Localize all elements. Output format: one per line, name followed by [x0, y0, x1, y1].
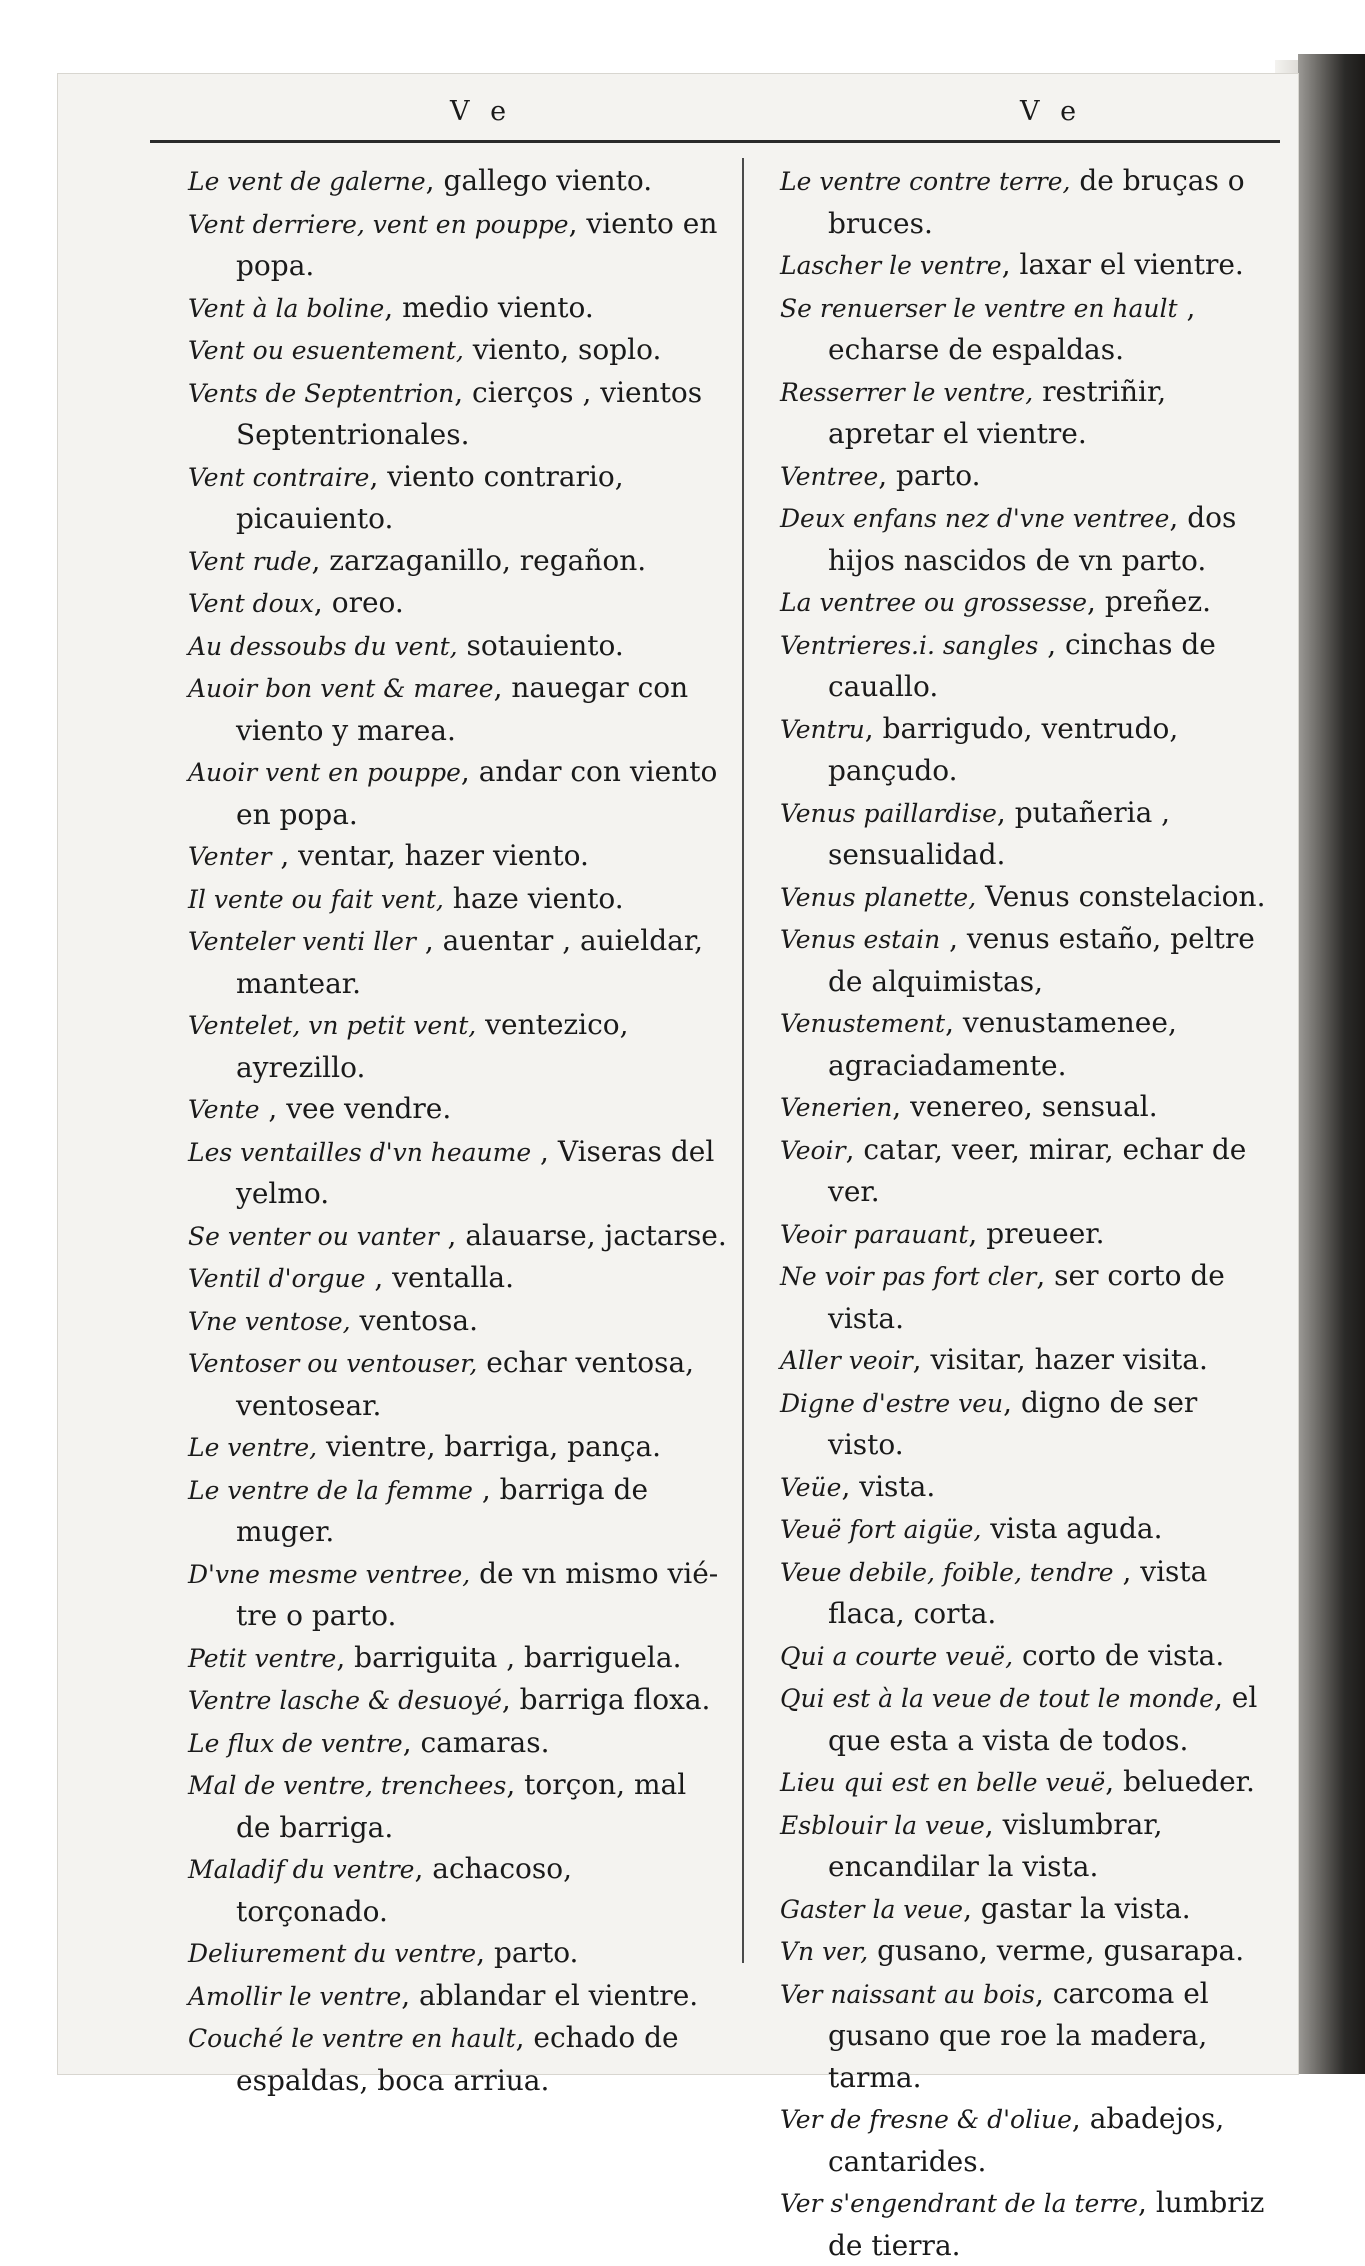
entry-gloss: , alauarse, jactarse.	[438, 1218, 727, 1252]
entry-gloss: , barrigudo, ventrudo, pançudo.	[828, 711, 1179, 787]
entry-gloss: , preñez.	[1087, 585, 1211, 618]
entry-gloss: , venustamenee, agraciadamente.	[828, 1006, 1177, 1082]
entry-gloss: , ventar, hazer viento.	[271, 839, 589, 872]
entry-headword: Venus paillardise	[780, 798, 997, 828]
entry-headword: Deux enfans nez d'vne ventree	[780, 504, 1170, 533]
dictionary-entry	[780, 1930, 1280, 1973]
entry-gloss: , carcoma el gusano que roe la madera, tarma.	[828, 1976, 1209, 2094]
entry-headword: Vne ventose,	[188, 1306, 351, 1336]
entry-headword: Venter	[188, 842, 272, 871]
entry-headword: Vent derriere, vent en pouppe	[188, 209, 569, 239]
dictionary-entry	[188, 1722, 728, 1765]
entry-headword: La ventree ou grossesse	[780, 588, 1088, 617]
entry-gloss: , laxar el vientre.	[1001, 248, 1244, 281]
dictionary-entry	[780, 2098, 1280, 2182]
entry-headword: Au dessoubs du vent,	[188, 631, 458, 661]
entry-gloss: , cierços , vientos Septentrionales.	[236, 375, 703, 451]
right-column	[780, 160, 1280, 2266]
dictionary-entry	[188, 1679, 728, 1722]
entry-headword: Qui est à la veue de tout le monde	[780, 1684, 1214, 1713]
dictionary-entry	[188, 2017, 728, 2101]
entry-headword: Ventre lasche & desuoyé	[188, 1686, 502, 1715]
dictionary-entry	[188, 1342, 728, 1426]
dictionary-entry	[780, 1086, 1280, 1129]
dictionary-entry	[188, 203, 728, 287]
dictionary-entry	[780, 1888, 1280, 1931]
entry-headword: Ventil d'orgue	[188, 1264, 366, 1293]
dictionary-entry	[780, 1129, 1280, 1213]
dictionary-entry	[188, 1426, 728, 1469]
entry-gloss: vista aguda.	[981, 1512, 1163, 1545]
entry-gloss: vientre, barriga, pança.	[317, 1430, 662, 1463]
entry-headword: Vent ou esuentement,	[188, 336, 464, 365]
dictionary-entry	[780, 1382, 1280, 1466]
dictionary-entry	[780, 1339, 1280, 1382]
entry-headword: Le ventre,	[188, 1433, 318, 1462]
entry-headword: Veüe	[780, 1472, 842, 1502]
dictionary-entry	[188, 329, 728, 372]
entry-gloss: , achacoso, torçonado.	[236, 1852, 573, 1928]
entry-headword: Gaster la veue	[780, 1894, 964, 1924]
entry-gloss: , echarse de espaldas.	[828, 290, 1196, 366]
entry-gloss: , digno de ser visto.	[828, 1385, 1198, 1461]
entry-gloss: Venus constelacion.	[976, 879, 1266, 913]
entry-gloss: , visitar, hazer visita.	[912, 1343, 1208, 1376]
dictionary-entry	[188, 456, 728, 540]
running-head-left: V e	[450, 96, 513, 127]
dictionary-entry	[780, 708, 1280, 792]
entry-headword: Le flux de ventre	[188, 1728, 403, 1758]
entry-gloss: , vista flaca, corta.	[828, 1554, 1208, 1630]
dictionary-entry	[780, 1466, 1280, 1509]
entry-headword: Veuë fort aigüe,	[780, 1515, 982, 1544]
dictionary-entry	[188, 1932, 728, 1975]
entry-headword: Lascher le ventre	[780, 251, 1002, 280]
entry-gloss: restriñir, apretar el vientre.	[828, 374, 1167, 450]
entry-gloss: , ser corto de vista.	[828, 1259, 1225, 1335]
entry-gloss: , Viseras del yelmo.	[236, 1134, 715, 1210]
entry-headword: Il vente ou fait vent,	[188, 884, 444, 914]
dictionary-entry	[780, 792, 1280, 876]
entry-headword: Venus estain	[780, 925, 941, 954]
entry-headword: Se venter ou vanter	[188, 1221, 439, 1251]
dictionary-entry	[188, 1764, 728, 1848]
entry-gloss: , vee vendre.	[259, 1092, 452, 1125]
entry-gloss: , gastar la vista.	[963, 1891, 1191, 1925]
dictionary-entry	[188, 372, 728, 456]
dictionary-entry	[780, 1973, 1280, 2099]
entry-gloss: , cinchas de cauallo.	[828, 627, 1216, 703]
entry-headword: Vent à la boline	[188, 293, 385, 323]
entry-headword: Couché le ventre en hault	[188, 2024, 516, 2053]
entry-headword: Veoir	[780, 1135, 846, 1165]
entry-headword: Auoir vent en pouppe	[188, 758, 461, 787]
entry-headword: Venus planette,	[780, 882, 977, 912]
dictionary-entry	[188, 1553, 728, 1637]
entry-headword: D'vne mesme ventree,	[188, 1559, 471, 1589]
dictionary-entry	[780, 624, 1280, 708]
dictionary-entry	[188, 1215, 728, 1258]
dictionary-entry	[188, 1257, 728, 1300]
entry-headword: Digne d'estre veu	[780, 1388, 1004, 1418]
dictionary-entry	[780, 160, 1280, 244]
entry-headword: Vn ver,	[780, 1937, 869, 1966]
entry-headword: Les ventailles d'vn heaume	[188, 1137, 532, 1167]
dictionary-entry	[780, 581, 1280, 624]
entry-gloss: , vislumbrar, encandilar la vista.	[828, 1807, 1163, 1883]
entry-gloss: , catar, veer, mirar, echar de ver.	[828, 1132, 1247, 1208]
dictionary-entry	[780, 1255, 1280, 1339]
dictionary-entry	[188, 160, 728, 203]
entry-gloss: , medio viento.	[384, 290, 594, 324]
entry-gloss: , barriguita , barriguela.	[336, 1640, 682, 1674]
entry-headword: Auoir bon vent & maree	[188, 674, 494, 703]
entry-gloss: , lumbriz de tierra.	[828, 2186, 1265, 2262]
entry-headword: Aller veoir	[780, 1346, 913, 1375]
entry-headword: Ventree	[780, 461, 879, 491]
entry-gloss: , viento contrario, picauiento.	[236, 459, 624, 535]
entry-gloss: de vn mismo vié-tre o parto.	[236, 1556, 719, 1632]
entry-gloss: , venus estaño, peltre de alquimistas,	[828, 922, 1255, 998]
entry-headword: Ventrieres.i. sangles	[780, 630, 1039, 660]
entry-gloss: , dos hijos nascidos de vn parto.	[828, 501, 1237, 577]
entry-gloss: , echado de espaldas, boca arriua.	[236, 2021, 679, 2097]
entry-gloss: , barriga de muger.	[236, 1472, 649, 1548]
dictionary-entry	[780, 1677, 1280, 1761]
entry-gloss: , vista.	[841, 1469, 936, 1503]
entry-headword: Petit ventre	[188, 1643, 337, 1673]
dictionary-entry	[188, 582, 728, 625]
entry-gloss: , ablandar el vientre.	[401, 1978, 699, 2012]
header-rule	[150, 140, 1280, 143]
entry-gloss: gusano, verme, gusarapa.	[868, 1934, 1245, 1967]
entry-gloss: , belueder.	[1105, 1765, 1255, 1798]
dictionary-entry	[780, 876, 1280, 919]
entry-gloss: ventosa.	[350, 1303, 478, 1337]
dictionary-entry	[188, 878, 728, 921]
entry-headword: Venustement	[780, 1009, 946, 1038]
entry-headword: Vents de Septentrion	[188, 378, 455, 408]
entry-headword: Deliurement du ventre	[188, 1939, 477, 1968]
dictionary-entry	[188, 540, 728, 583]
entry-headword: Esblouir la veue	[780, 1810, 985, 1840]
entry-headword: Le vent de galerne	[188, 167, 426, 196]
entry-headword: Resserrer le ventre,	[780, 377, 1034, 407]
entry-gloss: , putañeria , sensualidad.	[828, 795, 1171, 871]
dictionary-entry	[188, 1004, 728, 1088]
dictionary-entry	[188, 1469, 728, 1553]
entry-gloss: , camaras.	[402, 1725, 550, 1759]
dictionary-entry	[780, 1761, 1280, 1804]
dictionary-entry	[188, 625, 728, 668]
entry-headword: Vent doux	[188, 589, 314, 618]
dictionary-entry	[188, 1975, 728, 2018]
dictionary-entry	[780, 1804, 1280, 1888]
dictionary-entry	[188, 667, 728, 751]
entry-headword: Vente	[188, 1095, 260, 1124]
entry-gloss: , venereo, sensual.	[892, 1090, 1158, 1123]
entry-headword: Se renuerser le ventre en hault	[780, 293, 1178, 323]
entry-headword: Ver s'engendrant de la terre	[780, 2189, 1139, 2218]
dictionary-entry	[780, 287, 1280, 371]
dictionary-entry	[188, 751, 728, 835]
dictionary-entry	[780, 2182, 1280, 2266]
entry-headword: Venteler venti ller	[188, 927, 416, 956]
entry-gloss: , parto.	[878, 458, 981, 492]
entry-headword: Venerien	[780, 1093, 893, 1122]
entry-gloss: corto de vista.	[1013, 1638, 1225, 1672]
left-column	[188, 160, 728, 2101]
dictionary-entry	[188, 1300, 728, 1343]
entry-gloss: , zarzaganillo, regañon.	[311, 543, 647, 577]
entry-headword: Veue debile, foible, tendre	[780, 1557, 1114, 1587]
entry-headword: Lieu qui est en belle veuë	[780, 1768, 1106, 1797]
entry-gloss: , oreo.	[313, 586, 404, 619]
entry-headword: Ne voir pas fort cler	[780, 1262, 1037, 1291]
dictionary-entry	[780, 1002, 1280, 1086]
running-head-right: V e	[1020, 96, 1083, 127]
dictionary-entry	[780, 371, 1280, 455]
entry-headword: Ventru	[780, 714, 865, 744]
entry-gloss: , torçon, mal de barriga.	[236, 1768, 687, 1844]
dictionary-entry	[188, 1131, 728, 1215]
dictionary-entry	[188, 920, 728, 1004]
entry-headword: Le ventre contre terre,	[780, 167, 1071, 196]
dictionary-entry	[780, 1213, 1280, 1256]
entry-headword: Ventoser ou ventouser,	[188, 1349, 478, 1378]
entry-headword: Ver de fresne & d'oliue	[780, 2105, 1072, 2134]
dictionary-entry	[780, 1551, 1280, 1635]
entry-gloss: , nauegar con viento y marea.	[236, 671, 689, 747]
entry-headword: Amollir le ventre	[188, 1981, 402, 2011]
entry-gloss: , abadejos, cantarides.	[828, 2102, 1225, 2178]
entry-gloss: de bruças o bruces.	[828, 164, 1245, 240]
entry-gloss: , viento en popa.	[236, 206, 718, 282]
entry-gloss: , andar con viento en popa.	[236, 755, 718, 831]
entry-gloss: , el que esta a vista de todos.	[828, 1681, 1258, 1757]
entry-gloss: sotauiento.	[457, 628, 624, 662]
dictionary-entry	[188, 1848, 728, 1932]
entry-gloss: , ventalla.	[365, 1261, 514, 1294]
dictionary-entry	[188, 1088, 728, 1131]
entry-gloss: ventezico, ayrezillo.	[236, 1008, 629, 1084]
column-divider	[742, 158, 744, 1963]
dictionary-entry	[780, 918, 1280, 1002]
dictionary-entry	[780, 1635, 1280, 1678]
entry-headword: Maladif du ventre	[188, 1855, 415, 1884]
entry-gloss: , parto.	[476, 1936, 579, 1969]
entry-headword: Veoir parauant	[780, 1219, 969, 1249]
dictionary-entry	[780, 455, 1280, 498]
dictionary-entry	[780, 244, 1280, 287]
entry-gloss: echar ventosa, ventosear.	[236, 1346, 695, 1422]
entry-headword: Ver naissant au bois	[780, 1979, 1035, 2009]
entry-gloss: , auentar , auieldar, mantear.	[236, 924, 704, 1000]
entry-gloss: haze viento.	[443, 881, 624, 915]
entry-headword: Vent contraire	[188, 462, 370, 492]
page-edge-shadow	[1298, 54, 1365, 2074]
entry-gloss: viento, soplo.	[463, 333, 662, 366]
entry-gloss: , gallego viento.	[425, 164, 653, 197]
dictionary-entry	[780, 497, 1280, 581]
entry-headword: Mal de ventre, trenchees	[188, 1771, 507, 1800]
entry-gloss: , preueer.	[968, 1216, 1105, 1250]
entry-headword: Vent rude	[188, 546, 312, 576]
dictionary-entry	[188, 1637, 728, 1680]
entry-headword: Le ventre de la femme	[188, 1475, 473, 1505]
dictionary-entry	[188, 835, 728, 878]
entry-headword: Ventelet, vn petit vent,	[188, 1011, 477, 1040]
dictionary-entry	[780, 1508, 1280, 1551]
dictionary-entry	[188, 287, 728, 330]
entry-headword: Qui a courte veuë,	[780, 1641, 1014, 1671]
entry-gloss: , barriga floxa.	[501, 1683, 711, 1716]
